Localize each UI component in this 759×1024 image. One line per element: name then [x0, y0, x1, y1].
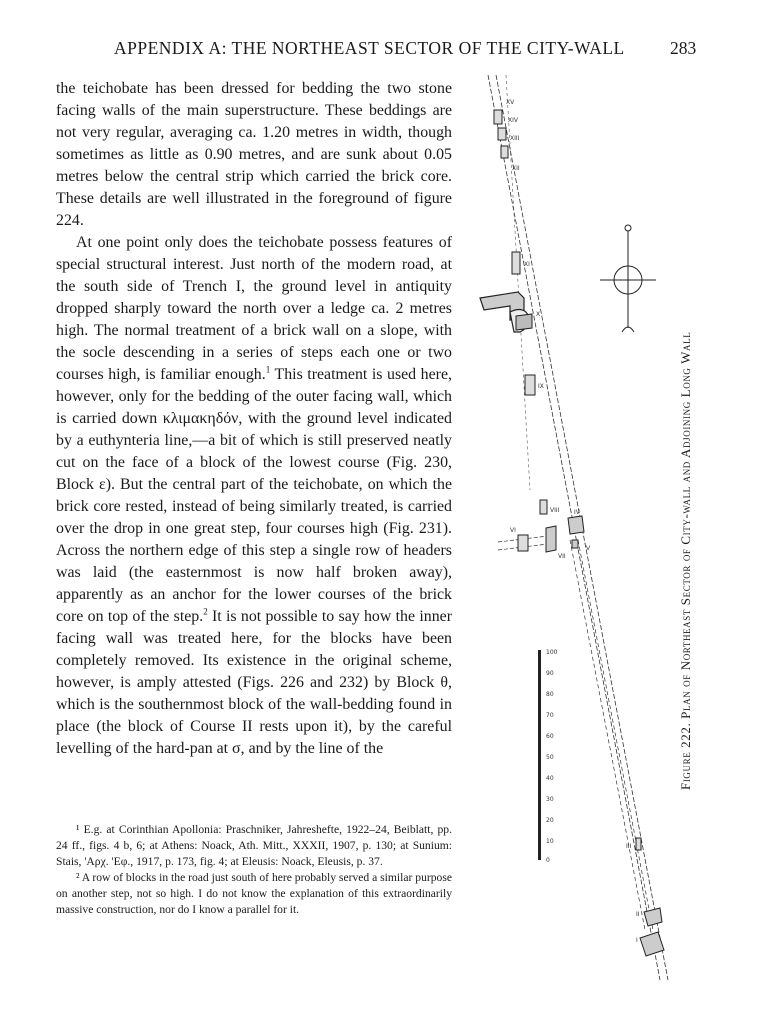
scale-label-50: 50 — [546, 754, 554, 761]
label-v: V — [586, 545, 591, 552]
scale-label-0: 0 — [546, 857, 550, 864]
long-wall-line-a — [570, 540, 645, 930]
footnote-ref-1[interactable]: 1 — [265, 364, 271, 375]
figure-caption: Figure 222. Plan of Northeast Sector of City-wall and Adjoining Long Wall — [678, 331, 693, 790]
paragraph-2 — [56, 232, 452, 760]
footnote-2: ² A row of blocks in the road just south of here probably served a similar purpose on another step, not so high. I do not know the explanation of this extraordinarily massive construction, nor do I know a parallel for it. — [56, 871, 452, 916]
footnotes — [56, 822, 452, 918]
label-ix: IX — [538, 383, 544, 390]
paragraph-1: the teichobate has been dressed for bedding the two stone facing walls of the main superstructure. These beddings are not very regular, averaging ca. 1.20 metres in width, though sometimes as little as 0.90 metres, and are sunk about 0.05 metres below the central strip which carried the brick core. These details are well illustrated in the foreground of figure 224. — [56, 80, 452, 229]
tower-xv — [494, 110, 502, 124]
scale-label-30: 30 — [546, 796, 554, 803]
long-wall-line-b — [578, 540, 653, 930]
tower-iii — [636, 838, 641, 850]
label-iii: III — [626, 843, 632, 850]
plan-drawing — [470, 70, 740, 990]
scale-label-70: 70 — [546, 712, 554, 719]
scale-bar — [538, 649, 558, 864]
label-vi: VI — [510, 527, 516, 534]
tower-xiv — [498, 128, 506, 140]
page-number: 283 — [670, 38, 697, 58]
label-xiii: XIII — [510, 135, 520, 142]
tower-xiii — [501, 146, 508, 158]
tower-vi — [518, 535, 528, 551]
scale-label-10: 10 — [546, 838, 554, 845]
footnote-ref-2[interactable]: 2 — [203, 606, 208, 617]
footnote-1: ¹ E.g. at Corinthian Apollonia: Praschniker, Jahreshefte, 1922–24, Beiblatt, pp. 24 ff., figs. 4 b, 6; at Athens: Noack, Ath. Mitt., XXXII, 1907, p. 130; at Sunium: Stais, 'Αρχ. 'Εφ., 1917, p. 173, fig. 4; at Eleusis: Noack, Eleusis, p. 37. — [56, 823, 452, 868]
running-header — [0, 38, 700, 62]
scale-label-40: 40 — [546, 775, 554, 782]
label-iv: IV — [574, 509, 580, 516]
scale-label-80: 80 — [546, 691, 554, 698]
label-xiv: XIV — [508, 117, 518, 124]
body-text — [56, 78, 452, 760]
paragraph-2-part-b: This treatment is used here, however, only for the bedding of the outer facing wall, which is carried down κλιμακηδόν, with the ground level indicated by a euthynteria line,—a bit of which is still preserved neatly cut on the face of a block of the lowest course (Fig. 230, Block ε). But the central part of the teichobate, on which the brick core rested, instead of being similarly treated, is carried over the drop in one great step, four courses high (Fig. 231). Across the northern edge of this step a single row of headers was laid (the easternmost is now half broken away), apparently as an anchor for the lower courses of the brick core on top of the step. — [56, 366, 452, 625]
scale-label-90: 90 — [546, 670, 554, 677]
north-arrow — [600, 225, 656, 332]
label-x: X — [536, 311, 541, 318]
tower-viii — [540, 500, 547, 514]
scale-label-100: 100 — [546, 649, 558, 656]
label-vii: VII — [558, 553, 566, 560]
label-xv: XV — [506, 99, 515, 106]
tower-x — [480, 292, 532, 332]
label-xi: XI — [524, 261, 530, 268]
label-i: I — [636, 937, 638, 944]
tower-ix — [525, 375, 535, 395]
paragraph-2-part-c: It is not possible to say how the inner facing wall was treated here, for the blocks have been completely removed. Its existence in the original scheme, however, is amply attested (Figs. 226 and 232) by Block θ, which is the southernmost block of the wall-bedding found in place (the block of Course II rests upon it), by the careful levelling of the hard-pan at σ, and by the line of the — [56, 608, 452, 757]
junction-towers — [546, 516, 584, 552]
label-viii: VIII — [550, 507, 560, 514]
scale-label-20: 20 — [546, 817, 554, 824]
running-title: APPENDIX A: THE NORTHEAST SECTOR OF THE CITY-WALL — [114, 38, 625, 58]
label-xii: XII — [512, 165, 520, 172]
label-ii: II — [636, 911, 640, 918]
scale-label-60: 60 — [546, 733, 554, 740]
paragraph-2-part-a: At one point only does the teichobate possess features of special structural interest. Just north of the modern road, at the south side of Trench I, the ground level in antiquity dropped sharply toward the north over a ledge ca. 2 metres high. The normal treatment of a brick wall on a slope, with the socle descending in a series of steps each one or two courses high, is familiar enough. — [56, 234, 452, 383]
figure-222-plan — [470, 70, 740, 990]
towers-ii-i — [640, 908, 664, 956]
tower-xi — [512, 252, 520, 274]
